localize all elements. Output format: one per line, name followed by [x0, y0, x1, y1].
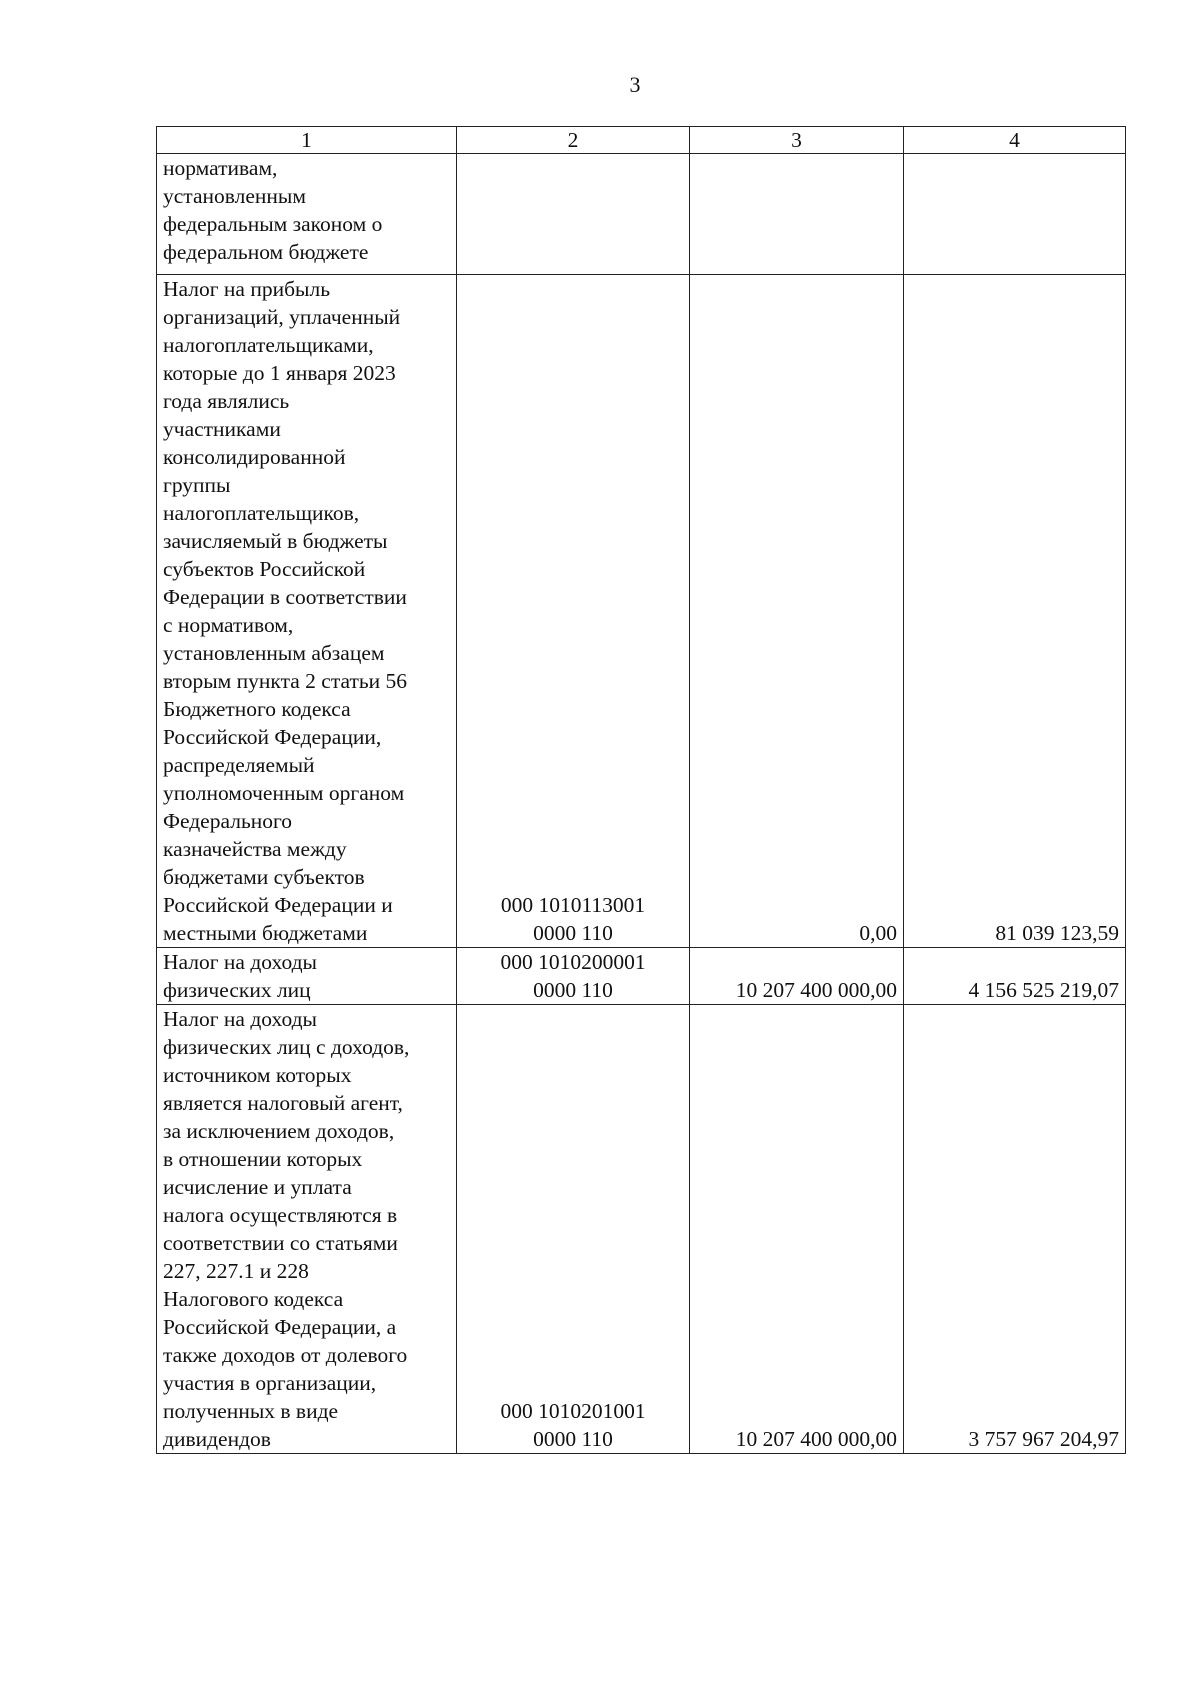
column-header: 3 [690, 127, 904, 154]
column-header: 2 [457, 127, 690, 154]
plan-amount-cell [690, 154, 904, 275]
table-row [157, 1005, 1126, 1454]
fact-amount-cell: 3 757 967 204,97 [904, 1005, 1126, 1454]
income-name-cell: Налог на прибыль организаций, уплаченный налогоплательщиками, которые до 1 января 2023 года являлись участниками консолидированной группы налогоплательщиков, зачисляемый в бюджеты субъектов Российской Федерации в соответствии с нормативом, установленным абзацем вторым пункта 2 статьи 56 Бюджетного кодекса Российской Федерации, распределяемый уполномоченным органом Федерального казначейства между бюджетами субъектов Российской Федерации и местными бюджетами [157, 275, 457, 948]
page-number: 3 [629, 72, 641, 97]
income-name-cell: Налог на доходы физических лиц с доходов, источником которых является налоговый агент, за исключением доходов, в отношении которых исчисление и уплата налога осуществляются в соответствии со статьями 227, 227.1 и 228 Налогового кодекса Российской Федерации, а также доходов от долевого участия в организации, полученных в виде дивидендов [157, 1005, 457, 1454]
income-name-cell: нормативам, установленным федеральным законом о федеральном бюджете [157, 154, 457, 275]
plan-amount-cell: 10 207 400 000,00 [690, 1005, 904, 1454]
table-header-row [157, 127, 1126, 154]
table-row [157, 275, 1126, 948]
budget-code-cell: 000 1010113001 0000 110 [457, 275, 690, 948]
column-header: 4 [904, 127, 1126, 154]
column-header: 1 [157, 127, 457, 154]
budget-code-cell [457, 154, 690, 275]
fact-amount-cell [904, 154, 1126, 275]
plan-amount-cell: 0,00 [690, 275, 904, 948]
budget-code-cell: 000 1010200001 0000 110 [457, 948, 690, 1005]
budget-code-cell: 000 1010201001 0000 110 [457, 1005, 690, 1454]
income-name-cell: Налог на доходы физических лиц [157, 948, 457, 1005]
table-row [157, 948, 1126, 1005]
fact-amount-cell: 4 156 525 219,07 [904, 948, 1126, 1005]
fact-amount-cell: 81 039 123,59 [904, 275, 1126, 948]
budget-table [156, 126, 1126, 1454]
plan-amount-cell: 10 207 400 000,00 [690, 948, 904, 1005]
table-row [157, 154, 1126, 275]
